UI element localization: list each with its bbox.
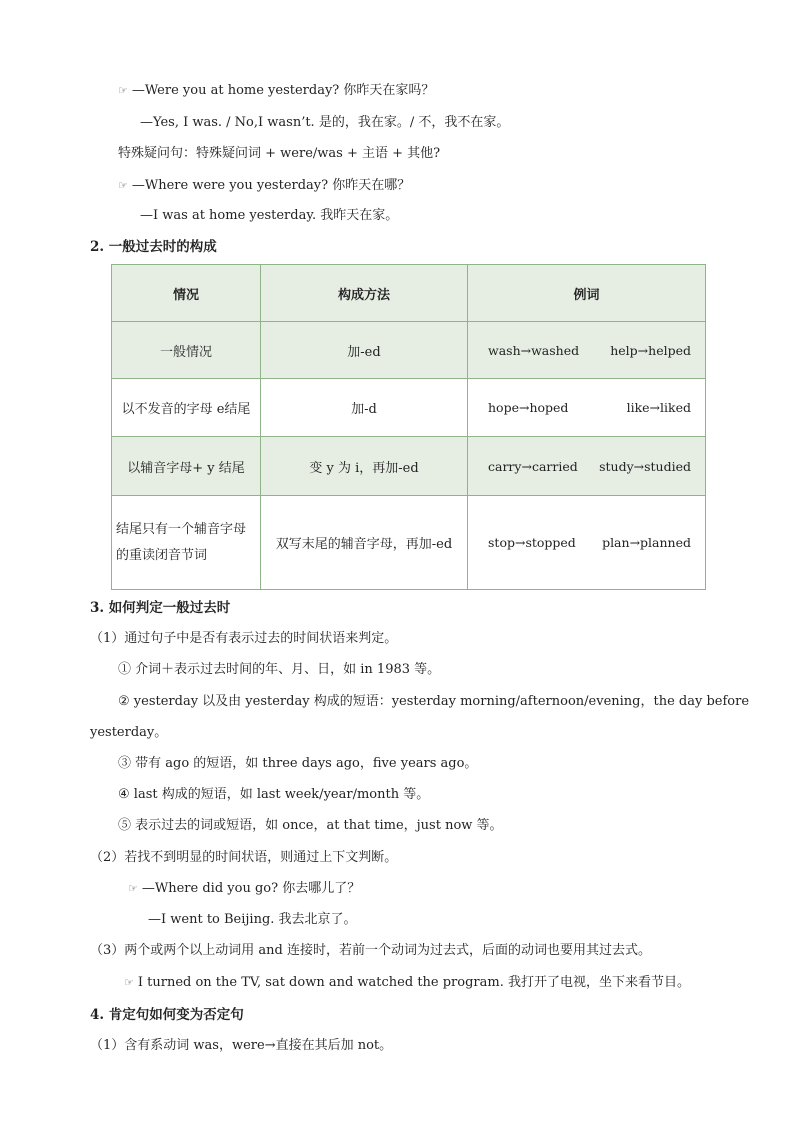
section-2-heading: 2. 一般过去时的构成 <box>90 239 217 255</box>
table-row <box>112 437 706 496</box>
example-word-2: help→helped <box>610 342 691 358</box>
section-4-heading: 4. 肯定句如何变为否定句 <box>90 1007 244 1023</box>
row-condition: 以不发音的字母 e结尾 <box>112 379 261 437</box>
example-word-1: stop→stopped <box>488 535 576 550</box>
rule-1-item-2-continued: yesterday。 <box>90 725 168 740</box>
rule-1-item-5: ⑤ 表示过去的词或短语，如 once，at that time，just now 等。 <box>118 818 503 833</box>
special-question-rule: 特殊疑问句：特殊疑问词 + were/was + 主语 + 其他? <box>118 146 441 161</box>
example-sentence-4-text: I turned on the TV, sat down and watched the program. 我打开了电视，坐下来看节目。 <box>137 975 690 990</box>
row-condition: 以辅音字母+ y 结尾 <box>112 437 261 496</box>
row-examples <box>468 496 706 590</box>
past-tense-formation-table <box>111 264 706 590</box>
example-answer-2: —I was at home yesterday. 我昨天在家。 <box>140 208 399 223</box>
example-word-1: carry→carried <box>488 458 578 474</box>
example-question-1-text: —Were you at home yesterday? 你昨天在家吗？ <box>131 83 435 98</box>
row-method: 双写末尾的辅音字母，再加-ed <box>261 496 468 590</box>
example-question-2 <box>118 177 410 195</box>
row-method: 变 y 为 i，再加-ed <box>261 437 468 496</box>
example-word-1: wash→washed <box>488 342 580 358</box>
row-condition: 结尾只有一个辅音字母的重读闭音节词 <box>112 496 261 590</box>
example-question-3 <box>128 880 360 898</box>
rule-2: （2）若找不到明显的时间状语，则通过上下文判断。 <box>90 850 398 865</box>
negation-rule-1: （1）含有系动词 was，were→直接在其后加 not。 <box>90 1038 393 1053</box>
example-word-1: hope→hoped <box>488 400 569 415</box>
row-condition: 一般情况 <box>112 322 261 379</box>
example-answer-1: —Yes, I was. / No,I wasn’t. 是的，我在家。/ 不，我不在家。 <box>140 115 510 130</box>
pointing-hand-icon: ☞ <box>118 84 128 97</box>
rule-1-item-3: ③ 带有 ago 的短语，如 three days ago，five years ago。 <box>118 756 478 771</box>
pointing-hand-icon: ☞ <box>128 882 138 895</box>
example-question-1 <box>118 82 434 100</box>
table-row <box>112 379 706 437</box>
example-question-3-text: —Where did you go? 你去哪儿了？ <box>141 881 361 896</box>
pointing-hand-icon: ☞ <box>124 976 134 989</box>
example-sentence-4 <box>124 974 690 992</box>
header-condition: 情况 <box>112 265 261 322</box>
row-method: 加-d <box>261 379 468 437</box>
example-word-2: like→liked <box>626 400 691 415</box>
rule-3: （3）两个或两个以上动词用 and 连接时，若前一个动词为过去式，后面的动词也要用其过去式。 <box>90 943 651 958</box>
row-examples <box>468 322 706 379</box>
example-word-2: study→studied <box>599 458 691 474</box>
header-examples: 例词 <box>468 265 706 322</box>
example-word-2: plan→planned <box>602 535 691 550</box>
row-examples <box>468 437 706 496</box>
table-row <box>112 322 706 379</box>
row-examples <box>468 379 706 437</box>
header-method: 构成方法 <box>261 265 468 322</box>
rule-1-item-2: ② yesterday 以及由 yesterday 构成的短语：yesterday morning/afternoon/evening，the day before <box>118 694 750 709</box>
rule-1-item-4: ④ last 构成的短语，如 last week/year/month 等。 <box>118 787 430 802</box>
table-row <box>112 496 706 590</box>
rule-1-item-1: ① 介词＋表示过去时间的年、月、日，如 in 1983 等。 <box>118 662 441 677</box>
pointing-hand-icon: ☞ <box>118 179 128 192</box>
row-method: 加-ed <box>261 322 468 379</box>
section-3-heading: 3. 如何判定一般过去时 <box>90 600 231 616</box>
example-question-2-text: —Where were you yesterday? 你昨天在哪？ <box>131 178 411 193</box>
rule-1: （1）通过句子中是否有表示过去的时间状语来判定。 <box>90 631 398 646</box>
table-header-row <box>112 265 706 322</box>
example-answer-3: —I went to Beijing. 我去北京了。 <box>148 912 357 927</box>
